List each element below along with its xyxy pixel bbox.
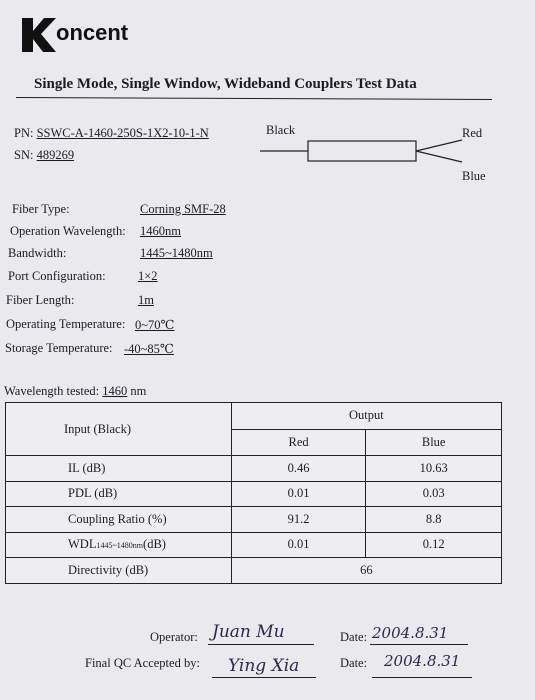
table-row (6, 481, 502, 507)
serial-number (14, 148, 74, 163)
input-header: Input (Black) (6, 403, 232, 456)
operator-date-label: Date: (340, 630, 368, 644)
spec-label: Storage Temperature: (5, 341, 113, 355)
pn-value: SSWC-A-1460-250S-1X2-10-1-N (36, 126, 209, 140)
qc-label: Final QC Accepted by: (85, 656, 200, 670)
spec-value: 0~70℃ (135, 318, 175, 332)
wavelength-tested-value: 1460 (102, 384, 128, 398)
spec-value: Corning SMF-28 (140, 202, 226, 216)
qc-date: 2004.8.31 (384, 652, 461, 670)
row-label: PDL (dB) (6, 481, 232, 507)
red-value: 0.46 (231, 456, 366, 482)
title-divider (16, 97, 492, 100)
output-fiber-red (416, 140, 462, 151)
operator-signature: Juan Mu (212, 622, 285, 642)
blue-value: 0.12 (366, 532, 502, 558)
wavelength-tested-unit: nm (130, 384, 147, 398)
operator-label: Operator: (150, 630, 198, 644)
qc-signature: Ying Xia (228, 656, 300, 676)
spec-value: 1m (138, 293, 154, 307)
coupler-diagram (258, 120, 498, 190)
spec-label: Fiber Type: (12, 202, 70, 216)
spec-label: Operating Temperature: (6, 317, 126, 331)
logo-text: oncent (56, 20, 129, 45)
output-fiber-blue (416, 151, 462, 162)
table-header-row (6, 403, 502, 430)
part-number (14, 126, 209, 141)
logo-k-mark (20, 14, 56, 54)
diagram-blue-label: Blue (462, 169, 486, 183)
diagram-input-label: Black (266, 123, 296, 137)
row-label: IL (dB) (6, 456, 232, 482)
operator-signature-line (208, 644, 314, 645)
wavelength-tested (4, 384, 146, 399)
qc-date-label: Date: (340, 656, 368, 670)
spec-value: 1×2 (138, 269, 158, 283)
spec-label: Fiber Length: (6, 293, 75, 307)
sn-value: 489269 (36, 148, 75, 162)
spec-value: 1460nm (140, 224, 181, 238)
wdl-label-sub: 1445~1480nm (96, 541, 144, 551)
qc-signature-line (212, 677, 316, 678)
wdl-label-unit: (dB) (143, 537, 166, 552)
spec-label: Port Configuration: (8, 269, 106, 283)
output-header: Output (231, 403, 501, 430)
table-row (6, 532, 502, 558)
table-row (6, 558, 502, 584)
spec-value: 1445~1480nm (140, 246, 213, 260)
spec-value: -40~85℃ (124, 342, 174, 356)
qc-date-line (372, 677, 472, 678)
red-value: 0.01 (231, 481, 366, 507)
test-data-table (5, 402, 502, 584)
spec-label: Operation Wavelength: (10, 224, 126, 238)
red-column-header: Red (231, 429, 366, 456)
blue-column-header: Blue (366, 429, 502, 456)
table-row (6, 507, 502, 533)
wdl-label-main: WDL (68, 537, 97, 552)
blue-value: 8.8 (366, 507, 502, 533)
red-value: 0.01 (231, 532, 366, 558)
coupler-body (308, 141, 416, 161)
row-label (6, 532, 232, 558)
document-title: Single Mode, Single Window, Wideband Couplers Test Data (34, 76, 417, 92)
blue-value: 0.03 (366, 481, 502, 507)
wavelength-tested-label: Wavelength tested: (4, 384, 100, 398)
row-label: Coupling Ratio (%) (6, 507, 232, 533)
operator-date: 2004.8.31 (372, 624, 449, 642)
red-value: 91.2 (231, 507, 366, 533)
table-row (6, 456, 502, 482)
sn-label: SN: (14, 148, 34, 162)
operator-date-line (370, 644, 468, 645)
directivity-value: 66 (231, 558, 501, 584)
directivity-label: Directivity (dB) (6, 558, 232, 584)
blue-value: 10.63 (366, 456, 502, 482)
pn-label: PN: (14, 126, 34, 140)
diagram-red-label: Red (462, 126, 483, 140)
spec-label: Bandwidth: (8, 246, 67, 260)
